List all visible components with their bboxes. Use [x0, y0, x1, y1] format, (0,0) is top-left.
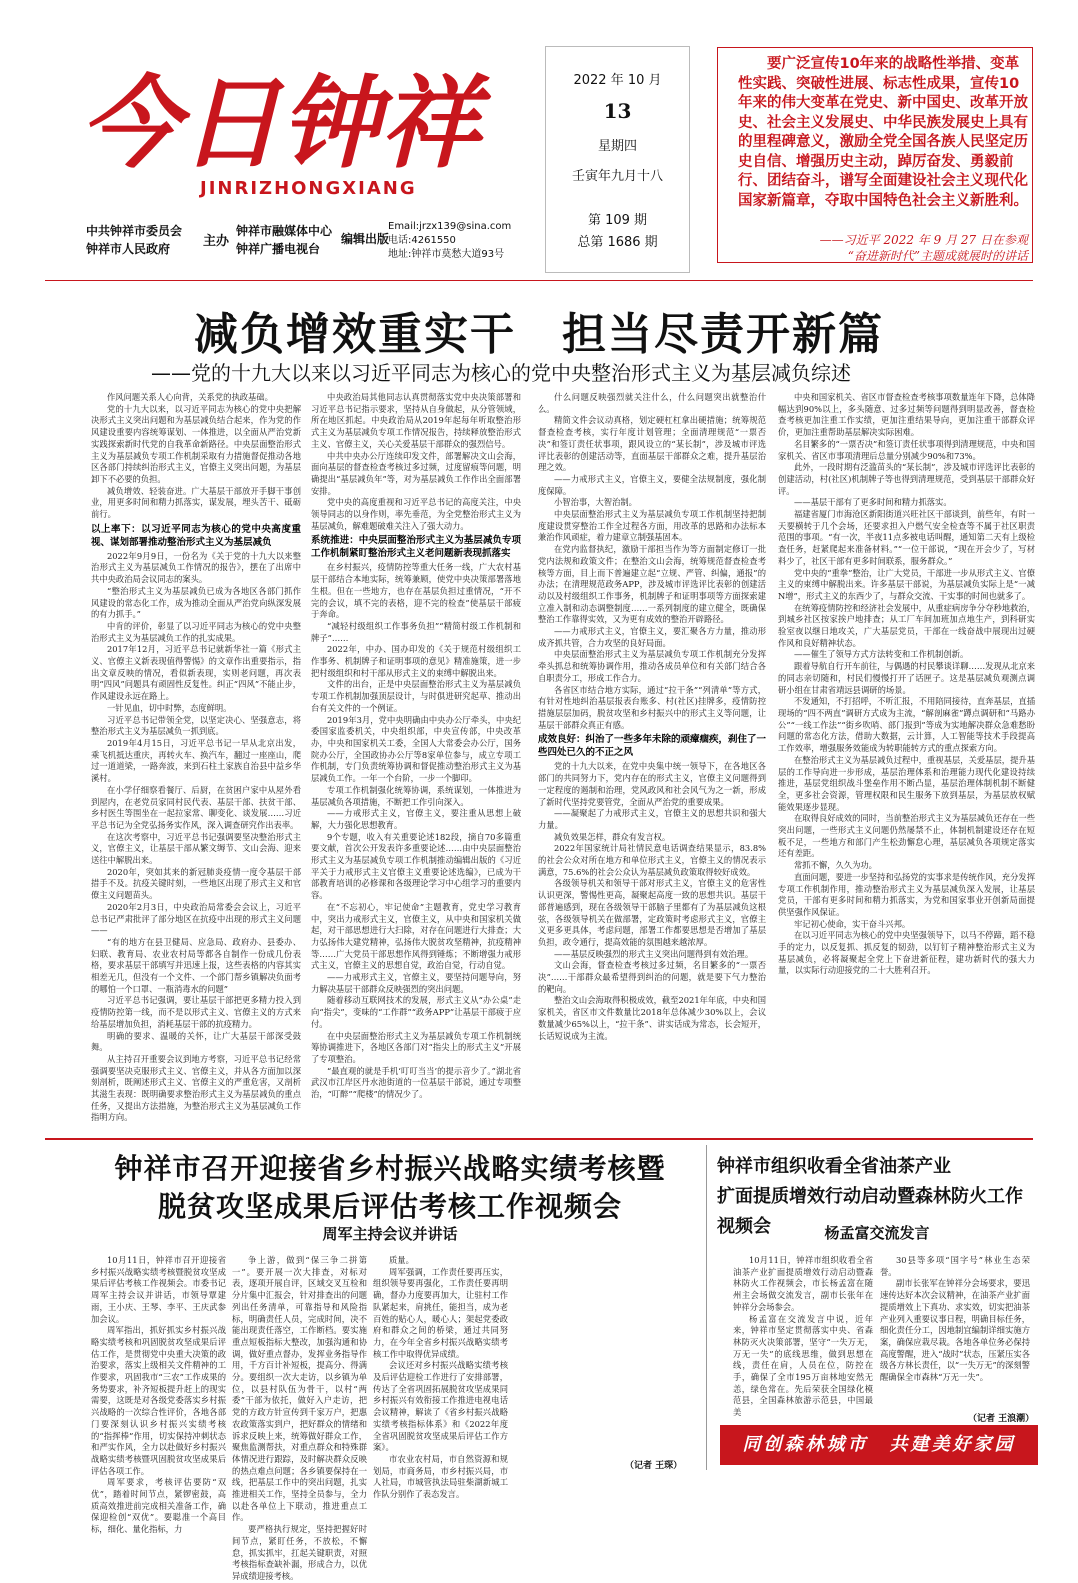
- article-paragraph: 30县等多项“国字号”林业生态荣誉。: [880, 1255, 1030, 1277]
- logo-pinyin: JINRIZHONGXIANG: [200, 178, 417, 199]
- article-paragraph: 习近平总书记带领全党，以坚定决心、坚强意志，将整治形式主义为基层减负一抓到底。: [91, 714, 301, 737]
- article-paragraph: 副市长张军在钟祥分会场要求，要迅速传达好本次会议精神，在油茶产业扩面提质增效上下真功、求实效，切实把油茶产业列入重要议事日程，明确目标任务，细化责任分工，因地制宜编制详细实施方案，确保应栽尽栽。各地各单位务必保持高度警醒，进入“战时”状态，压紧压实各级各方林长责任，以“一失万无”的深刻警醒确保全市森林“万无一失”。: [880, 1278, 1030, 1383]
- article-paragraph: 名目繁多的“一票否决”和签订责任状事项得到清理规范，中央和国家机关、省区市事项清理后总量分别减少90%和73%。: [778, 438, 1035, 461]
- article-paragraph: 2022年，中办、国办印发的《关于规范村级组织工作事务、机制牌子和证明事项的意见》精准施策，进一步把村级组织和村干部从形式主义的束缚中解脱出来。: [311, 644, 521, 678]
- main-headline: 减负增效重实干 担当尽责开新篇: [194, 309, 884, 360]
- date-weekday: 星期四: [597, 139, 637, 154]
- issue-number: 第 109 期: [587, 213, 648, 228]
- article-paragraph: 党中央的高度重视和习近平总书记的高度关注，中央领导同志的以身作则，率先垂范，为全党整治形式主义为基层减负，解难题破难关注入了强大动力。: [311, 497, 521, 531]
- contact-info: [388, 220, 511, 262]
- article-paragraph: 一针见血，切中时弊，态度鲜明。: [107, 702, 232, 713]
- bottom-left-column-1: [91, 1255, 226, 1535]
- article-paragraph: 2019年3月，党中央明确由中央办公厅牵头，中央纪委国家监委机关，中央组织部，中央宣传部，中央改革办，中央和国家机关工委，全国人大常委会办公厅，国务院办公厅，全国政协办公厅等8家单位参与，成立专项工作机制，专门负责统筹协调和督促推动整治形式主义为基层减负工作。一年一个台阶，一步一个脚印。: [311, 714, 521, 784]
- article-paragraph: 2020年，突如其来的新冠肺炎疫情一度令基层干部措手不及。抗疫关键时刻，一些地区出现了形式主义和官僚主义问题苗头。: [91, 866, 301, 901]
- article-paragraph: 在党内监督执纪，激励干部担当作为等方面制定修订一批党内法规和政策文件；在整治文山会海，统筹规范督查检查考核等方面，目上而下普遍建立起“立规、严管、纠偏，通报”的办法；在清理规范政务APP，涉及城市评选评比表彰的创建活动以及村级组织工作事务，机制牌子和证明事项等方面探索建立准入制和动态调整制度……一系列制度的建立健全，既确保整治工作靠得实效，又为更有成效的整治开辟路径。: [538, 544, 766, 625]
- article-paragraph: ——力戒形式主义，官僚主义，要健全法规制度，强化制度保障。: [538, 473, 766, 496]
- bottom-right-title-line1: 钟祥市组织收看全省油茶产业: [717, 1156, 951, 1177]
- article-paragraph: 在整治形式主义为基层减负过程中，重视基层，关爱基层，提升基层的工作导向进一步形成，基层治理体系和治理能力现代化建设持续推进，基层党组织战斗堡垒作用不断凸显，基层治理体制机制不断健全，更多社会资源，管理权限和民生服务下放到基层，为基层放权赋能效果逐步显现。: [778, 754, 1035, 812]
- newspaper-logo: [80, 48, 480, 182]
- article-paragraph: 福建省厦门市海沧区新阳街道兴旺社区干部谈到，前些年，有时一天要横转于几个会场，还要求担入户燃气安全检查等不属于社区职责范围的事项。“有一次，半夜11点多被电话叫醒，通知第二天有上级检查任务，赶紧爬起来准备材料。”“一位干部说，“现在开会少了，写材料少了，社区干部有更多时间联系，服务群众。”: [778, 509, 1035, 566]
- section-heading: 以上率下：以习近平同志为核心的党中央高度重视、谋划部署推动整治形式主义为基层减负: [91, 523, 301, 548]
- main-subheadline: ——党的十九大以来以习近平同志为核心的党中央整治形式主义为基层减负综述: [151, 361, 851, 385]
- article-paragraph: 中央层面整治形式主义为基层减负专项工作机制坚持把制度建设贯穿整治工作全过程各方面，用改革的思路和办法标本兼治作风顽症，着力建章立制强基固本。: [538, 509, 766, 543]
- publish-role-label: 编辑出版: [341, 232, 390, 246]
- article-paragraph: 直面问题，要进一步坚持和弘扬党的实事求是传统作风，充分发挥专项工作机制作用，推动整治形式主义为基层减负深入发展，让基层党员，干部有更多时间和精力抓落实，为党和国家事业开创新局面提供坚强作风保证。: [778, 871, 1035, 917]
- article-paragraph: 跟着导航自行开车前往，与偶遇的村民攀谈详聊……发现从北京来的同志亲切随和，村民们慢慢打开了话匣子。这是基层减负观测点调研小组在甘肃省靖远县调研的场景。: [778, 661, 1035, 695]
- host-organizations: [86, 222, 182, 258]
- article-paragraph: 中共中央办公厅连续印发文件，部署解决文山会海，面向基层的督查检查考核过多过频，过度留痕等问题，明确提出“基层减负年”等，对为基层减负工作作出全面部署安排。: [311, 450, 521, 496]
- article-paragraph: ——力戒形式主义，官僚主义，要注重从思想上破解，大力强化思想教育。: [311, 808, 521, 830]
- bottom-left-subtitle: 周军主持会议并讲话: [322, 1225, 458, 1243]
- article-paragraph: 要严格执行规定，坚持把握好时间节点，紧盯任务，不放松，不懈怠，抓实抓牢，扛起关键职责，对照考核指标查缺补漏，形成合力，以优异成绩迎接考核。: [232, 1524, 367, 1581]
- article-paragraph: 习近平总书记强调，要让基层干部把更多精力投入到疫情防控第一线，而不是以形式主义、官僚主义的方式来给基层增加负担，消耗基层干部的抗疫精力。: [91, 995, 301, 1029]
- article-paragraph: 精简文件会议动真格，划定硬杠杠拿出硬措施；统筹规范督查检查考核，实行年度计划管理；全面清理规范“一票否决”和签订责任状事项，跟风设立的“某长制”，涉及城市评选评比表彰的创建活动等，直面基层干部群众之难，提升基层治理之效。: [538, 415, 766, 473]
- article-paragraph: 2019年4月15日，习近平总书记一早从北京出发，乘飞机抵达重庆，再转火车、换汽车，翻过一座座山，爬过一道道梁，一路奔波，来到石柱土家族自治县中益乡华溪村。: [91, 737, 301, 784]
- article-paragraph: 2022年9月9日，一份名为《关于党的十九大以来整治形式主义为基层减负工作情况的报告》，摆在了出席中共中央政治局会议同志的案头。: [91, 550, 301, 585]
- logo-text: 今日钟祥: [80, 64, 480, 182]
- article-paragraph: 整治文山会海取得积极成效，截至2021年年底，中央和国家机关，省区市文件数量比2018年总体减少30%以上，会议数量减少65%以上，“拉干条”、讲实话成为常态，长会短开，长话短说成为主流。: [538, 995, 766, 1041]
- article-paragraph: 文件的出台，正是中央层面整治形式主义为基层减负专项工作机制加强顶层设计，与时俱进研究起草、推动出台有关文件的一个例证。: [311, 679, 521, 713]
- masthead: [0, 0, 1078, 290]
- article-paragraph: 2020年2月3日，中央政治局常委会会议上，习近平总书记严肃批评了部分地区在抗疫中出现的形式主义问题——: [91, 901, 301, 936]
- publisher-media-center: 钟祥市融媒体中心: [236, 224, 333, 238]
- article-paragraph: 10月11日，钟祥市召开迎接省乡村振兴战略实绩考核暨脱贫攻坚成果后评估考核工作视频会。市委书记周军主持会议并讲话，市领导覃建雨，王小庆、王琴、李平、王庆武参加会议。: [91, 1255, 226, 1324]
- article-paragraph: 2022年国家统计局社情民意电话调查结果显示，83.8%的社会公众对所在地方和单位形式主义，官僚主义的情况表示满意，75.6%的社会公众认为基层减负政策取得较好成效。: [538, 843, 766, 877]
- section-divider: [45, 1138, 1033, 1140]
- bottom-left-title-line1: 钟祥市召开迎接省乡村振兴战略实绩考核暨: [114, 1152, 666, 1185]
- article-paragraph: 党中央的“重拳”整治，让广大党员，干部进一步从形式主义、官僚主义的束缚中解脱出来。许多基层干部说，为基层减负实际上是“一减N增”，形式主义的东西少了，与群众交流、干实事的时间也就多了。: [778, 567, 1035, 601]
- bottom-left-column-2: [232, 1255, 367, 1581]
- article-paragraph: 在乡村振兴，疫情防控等重大任务一线，广大农村基层干部结合本地实际，统筹兼顾，使党中央决策部署落地生根。但在一些地方，也存在基层负担过重情况，“开不完的会议，填不完的表格，迎不完的检查”使基层干部疲于奔命。: [311, 562, 521, 620]
- article-paragraph: 在小学仔细察看餐厅、后厨，在贫困户家中从屋外看到屋内，在老党员家同村民代表、基层干部、扶贫干部、乡村医生等围坐在一起拉家常、聊变化、谈发展……习近平总书记为全党弘扬务实作风，深入调查研究作出表率。: [91, 784, 301, 830]
- article-paragraph: 在统筹疫情防控和经济社会发展中，从重症病房争分夺秒地救治，到城乡社区按家挨户地排查；从工厂车间加班加点地生产，到科研实验室夜以继日地攻关，广大基层党员，干部在一线奋战中展现出过硬作风和良好精神状态。: [778, 602, 1035, 648]
- main-article-column-3: [538, 392, 766, 1142]
- article-paragraph: 明确的要求、温暖的关怀，让广大基层干部深受鼓舞。: [91, 1030, 301, 1053]
- article-paragraph: 在取得良好成效的同时，当前整治形式主义为基层减负还存在一些突出问题，一些形式主义问题仍然屡禁不止，体制机制建设还存在短板不足，一些地方和部门产生松劲懈怠心理，基层减负各项规定落实还有差距。: [778, 813, 1035, 859]
- main-article-column-1: [91, 392, 301, 1142]
- bottom-left-title: [70, 1150, 710, 1226]
- article-paragraph: 专项工作机制强化统筹协调，系统谋划，一体推进为基层减负各项措施，不断把工作引向深入。: [311, 784, 521, 807]
- article-paragraph: 在中央层面整治形式主义为基层减负专项工作机制统筹协调推进下，各地区各部门对“指尖上的形式主义”开展了专项整治。: [311, 1030, 521, 1064]
- total-issue-number: 总第 1686 期: [577, 235, 658, 250]
- bottom-left-column-3: [373, 1255, 508, 1500]
- article-paragraph: 2017年12月，习近平总书记就新华社一篇《形式主义、官僚主义新表现值得警惕》的文章作出重要指示，指出文章反映的情况，看似新表现，实则老问题，再次表明“四风”问题具有顽固性反复性。纠正“四风”不能止步，作风建设永远在路上。: [91, 644, 301, 702]
- article-paragraph: 党的十九大以来，以习近平同志为核心的党中央把解决形式主义突出问题和为基层减负结合起来，作为党的作风建设重要内容统筹谋划、一体推进，以全面从严治党新实践探索新时代党的自我革命新路径。中央层面整治形式主义为基层减负专项工作机制采取有力措施督促推动各地区各部门持续纠治形式主义，官僚主义突出问题，为基层卸下不必要的负担。: [91, 403, 301, 484]
- section-heading: 成效良好：纠治了一些多年未除的顽瘴痼疾，刹住了一些四处已久的不正之风: [538, 734, 767, 759]
- article-paragraph: 常抓不懈，久久为功。: [794, 860, 877, 871]
- section-heading: 系统推进：中央层面整治形式主义为基层减负专项工作机制紧盯整治形式主义老问题新表现抓落实: [311, 535, 521, 560]
- article-paragraph: “减轻村级组织工作事务负担”“精简村级工作机制和牌子”……: [311, 620, 521, 643]
- article-paragraph: 此外，一段时期有泛滥苗头的“某长制”，涉及城市评选评比表彰的创建活动，村(社区)机制牌子等也得到清理规范，受到基层干部群众好评。: [778, 462, 1035, 496]
- article-paragraph: 减负增效、轻装奋进。广大基层干部放开手脚干事创业，用更多时间和精力抓落实，谋发展，埋头苦干、砥砺前行。: [91, 485, 301, 520]
- bottom-right-column-1: [733, 1255, 873, 1420]
- article-paragraph: 市农业农村局，市自然资源和规划局，市商务局，市乡村振兴局，市人社局，市城管执法局驻柴湖新城工作队分别作了表态发言。: [373, 1453, 508, 1500]
- article-paragraph: 各省区市结合地方实际，通过“拉干条”“列清单”等方式，有针对性地纠治基层报表台账多、村(社区)挂牌多，疫情防控措施层层加码，脱贫攻坚和乡村振兴中的形式主义等问题，让基层干部群众真正有感。: [538, 684, 766, 730]
- slogan-banner: 同创森林城市 共建美好家园: [720, 1425, 1038, 1465]
- article-paragraph: 文山会海，督查检查考核过多过频，名目繁多的“一票否决”……干部群众最希望得到纠治的问题，就是要下气力整治的靶向。: [538, 960, 766, 994]
- article-paragraph: “最直观的就是手机‘叮叮当当’的提示音少了。”湖北省武汉市江岸区丹水池街道的一位基层干部说，通过专项整治，“叮醉”“爬楼”的情况少了。: [311, 1065, 521, 1100]
- date-box: [545, 46, 690, 273]
- contact-address: 地址:钟祥市莫愁大道93号: [388, 249, 505, 260]
- article-paragraph: ——基层反映强烈的形式主义突出问题得到有效治理。: [554, 948, 754, 959]
- contact-phone: 电话:4261550: [388, 235, 456, 246]
- main-article-column-2: [311, 392, 521, 1142]
- article-paragraph: 在以习近平同志为核心的党中央坚强领导下，以马不停蹄，蹈不稳手的定力，以反复抓、抓反复的韧劲，以钉钉子精神整治形式主义为基层减负，必将凝聚起全党上下奋进新征程，建功新时代的强大力量，以实际行动迎接党的二十大胜利召开。: [778, 930, 1035, 976]
- article-paragraph: 从主持召开重要会议到地方考察，习近平总书记经常强调要坚决克服形式主义、官僚主义，并从各方面加以深刻剖析，既阐述形式主义、官僚主义的严重危害，又剖析其滋生表现：既明确要求整治形式主义为基层减负的重点任务，又提出方法措施，为整治形式主义为基层减负工作指明方向。: [91, 1053, 301, 1123]
- article-paragraph: 减负效果怎样，群众有发言权。: [554, 831, 671, 842]
- publisher-tv-station: 钟祥广播电视台: [236, 242, 321, 256]
- bottom-right-credit: （记者 王浪潮）: [968, 1414, 1035, 1424]
- bottom-left-title-line2: 脱贫攻坚成果后评估考核工作视频会: [157, 1190, 622, 1223]
- article-paragraph: 作风问题关系人心向背，关系党的执政基础。: [107, 392, 273, 402]
- article-paragraph: 周军要求，考核评估要防“双优”，踏着时间节点，紧锣密鼓，高质高效推进前完成相关准备工作，确保迎检创“双优”。要聪准一个高目标，细化、量化指标，力: [91, 1477, 226, 1535]
- article-paragraph: 争上游，做到“保三争二拼第一”。要开展一次大排查，对标对表，逐项开展自评，区域交叉互检和分片集中汇报会，针对排查出的问题列出任务清单，可靠指导和风险指标，明确责任人员，完成时间，决不能出现责任落空，工作断档。要实施重点短板指标大整改，加强沟通和协调，做好重点督办，发挥业务指导作用，千方百计补短板，提高分、得满分。要组织一次大走访，以乡镇为单位，以县村队伍为骨干，以村“两委”干部为依托，做好入户走访，把党的方政方针宣传到千家万户，把惠农政策落实到户，把好群众的情绪和诉求反映上来，统筹做好群众工作，聚焦监测帮扶，对重点群众和特殊群体情况进行跟踪，及时解决群众反映的热点难点问题；各乡镇要保持在一线，把基层工作中的突出问题，扎实推进相关工作，坚持全员参与，全力以赴各单位上下联动，推进重点工作。: [232, 1255, 367, 1523]
- article-paragraph: ——催生了领导方式方法转变和工作机制创新。: [794, 649, 969, 660]
- host-government: 钟祥市人民政府: [86, 242, 171, 256]
- article-paragraph: 不发通知，不打招呼，不听汇报，不用陪同接待，直奔基层，直插现场的“四不两直”调研方式成为主流，“解剖麻雀”蹲点调研和“马路办公”“一线工作法”“街乡吹哨、部门报到”等成为实地解决群众急难愁盼问题的常态化方法，借助大数据，云计算，人工智能等技术手段提高工作效率，增强服务效能成为转职能转方式的重点探索方向。: [778, 696, 1035, 754]
- bottom-right-column-2: [880, 1255, 1030, 1420]
- bottom-right-title-line2: 扩面提质增效行动启动暨森林防火工作视频会: [717, 1186, 1023, 1237]
- article-paragraph: 杨孟富在交流发言中说，近年来，钟祥市坚定贯彻落实中央、省森林防灭火决策部署，坚守“一失万无，万无一失”的底线思维，做到思想在线，责任在肩，人员在位，防控在手，确保了全市195万亩林地安然无恙，绿色常在。先后荣获全国绿化模范县，全国森林旅游示范县，中国最美: [733, 1313, 873, 1418]
- date-day: 13: [603, 99, 632, 123]
- article-paragraph: 各级领导机关和领导干部对形式主义，官僚主义的危害性认识更深，警惕性更高，凝聚起高度一致的思想共识。基层干部普遍感到，现在各级领导干部脑子里都有了为基层减负这根弦，各级领导机关在做部署，定政策时考虑形式主义，官僚主义更多更具体，考虑问题，部署工作都要思想是否增加了基层负担，政令通行，提高效能的氛围越来越浓厚。: [538, 878, 766, 947]
- article-paragraph: “有的地方在县卫健局、应急局、政府办、县委办、妇联、教育局、农业农村局等都各自制作一份成几份表格，要求基层干部填写并迅速上报，这些表格的内容其实相差无几，但没有一个文件、一个部门帮乡镇解决负面考的哪怕一个口罩、一瓶消毒水的问题”: [91, 936, 301, 994]
- article-paragraph: ——凝聚起了力戒形式主义，官僚主义的思想共识和强大力量。: [538, 808, 766, 830]
- bottom-left-credit: （记者 王琛）: [625, 1461, 683, 1471]
- host-party-committee: 中共钟祥市委员会: [86, 224, 183, 238]
- bottom-right-subtitle: 杨孟富交流发言: [824, 1224, 930, 1242]
- host-role-label: 主办: [203, 234, 230, 249]
- date-lunar: 壬寅年九月十八: [571, 169, 663, 184]
- article-paragraph: ——力戒形式主义，官僚主义，要汇聚各方力量，推动形成齐抓共管，合力攻坚的良好局面。: [538, 626, 766, 648]
- article-paragraph: 在这次考察中，习近平总书记强调要坚决整治形式主义，官僚主义，让基层干部从繁文缛节、文山会海、迎来送往中解脱出来。: [91, 831, 301, 866]
- article-paragraph: 周军指出，抓好抓实乡村振兴战略实绩考核和巩固脱贫攻坚成果后评估工作，是贯彻党中央重大决策的政治要求，落实上级相关文件精神的工作要求，巩固我市“三农”工作成果的务势要求，补齐短板提升赶上的现实需要，这既是对各级党委落实乡村振兴战略的一次综合性评价，各地各部门要深刻认识乡村振兴实绩考核的“指挥棒”作用，切实保持冲刺状态和严实作风，全力以赴做好乡村振兴战略实绩考核暨巩固脱贫攻坚成果后评估各项工作。: [91, 1325, 226, 1476]
- article-paragraph: 什么问题反映强烈就关注什么，什么问题突出就整治什么。: [538, 392, 766, 414]
- article-paragraph: 周军强调，工作责任要再压实，组织领导要再强化，工作责任要再明确，督办力度要再加大，让驻村工作队紧起来，肩挑任，能担当，成为老百姓的贴心人，暖心人；架起党委政府和群众之间的桥梁，通过共同努力，在今年全省乡村振兴战略实绩考核工作中取得优异成绩。: [373, 1266, 508, 1359]
- contact-email[interactable]: Email:jrzx139@sina.com: [388, 221, 512, 232]
- article-paragraph: “整治形式主义为基层减负已成为各地区各部门抓作风建设的常态化工作，成为推动全面从严治党向纵深发展的有力抓手。”: [91, 585, 301, 620]
- quote-source-line1: ——习近平 2022 年 9 月 27 日在参观: [819, 233, 1028, 247]
- article-paragraph: 10月11日，钟祥市组织收看全省油茶产业扩面提质增效行动启动暨森林防火工作视频会，市长杨孟富在随州主会场做交流发言，副市长张年在钟祥分会场参会。: [733, 1255, 873, 1312]
- article-paragraph: 会议还对乡村振兴战略实绩考核及后评估迎检工作进行了安排部署，传达了全省巩固拓展脱贫攻坚成果同乡村振兴有效衔接工作推进电视电话会议精神，解读了《省乡村振兴战略实绩考核指标体系》和《2022年度全省巩固脱贫攻坚成果后评估工作方案》。: [373, 1360, 508, 1453]
- article-paragraph: 中央层面整治形式主义为基层减负专项工作机制充分发挥牵头抓总和统筹协调作用，推动各成员单位和有关部门结合各自职责分工，形成工作合力。: [538, 649, 766, 683]
- article-paragraph: 党的十九大以来，在党中央集中统一领导下，在各地区各部门的共同努力下，党内存在的形式主义，官僚主义问题得到一定程度的遏制和治理，党风政风和社会风气为之一新，形成了新时代坚持党要管党，全面从严治党的重要成果。: [538, 761, 766, 807]
- masthead-divider: [45, 280, 1033, 281]
- date-year-month: 2022 年 10 月: [573, 73, 662, 88]
- quote-source: [738, 232, 1028, 264]
- quote-text: 要广泛宣传10年来的战略性举措、变革性实践、突破性进展、标志性成果，宣传10年来的伟大变革在党史、新中国史、改革开放史、社会主义发展史、中华民族发展史上具有的里程碑意义，激励全党全国各族人民坚定历史自信、增强历史主动，踔厉奋发、勇毅前行、团结奋斗，谱写全面建设社会主义现代化国家新篇章，夺取中国特色社会主义新胜利。: [738, 56, 1028, 209]
- article-paragraph: 质量。: [389, 1255, 414, 1265]
- article-paragraph: 牢记初心使命，实干奋斗兴邦。: [794, 918, 911, 929]
- quote-source-line2: “奋进新时代”主题成就展时的讲话: [847, 249, 1028, 263]
- publisher-organizations: [236, 222, 332, 258]
- article-paragraph: ——力戒形式主义，官僚主义，要坚持问题导向，努力解决基层干部群众反映强烈的突出问题。: [311, 972, 521, 994]
- article-paragraph: 小智治事，大智治制。: [554, 497, 637, 508]
- article-paragraph: 中肯的评价，彰显了以习近平同志为核心的党中央整治形式主义为基层减负工作的扎实成果。: [91, 620, 301, 643]
- article-paragraph: 中央和国家机关、省区市督查检查考核事项数量连年下降，总体降幅达到90%以上，多头随意、过多过频等问题得到明显改善，督查检查考核更加注重工作实绩，更加注重结果导向，更加注重干部群众评价，更加注重帮助基层解决实际困难。: [778, 392, 1035, 438]
- main-article-column-4: [778, 392, 1035, 1142]
- article-paragraph: 中央政治局其他同志认真贯彻落实党中央决策部署和习近平总书记指示要求，坚持从自身做起，从分管领域，所在地区抓起。中央政治局从2019年起每年听取整治形式主义为基层减负专项工作情况报告，持续释放整治形式主义、官僚主义，关心关爱基层干部群众的强烈信号。: [311, 392, 521, 449]
- article-paragraph: ——基层干部有了更多时间和精力抓落实。: [794, 497, 952, 508]
- article-paragraph: 随着移动互联网技术的发展，形式主义从“办公桌”走向“指尖”，变味的“工作群”“政务APP”让基层干部疲于应付。: [311, 995, 521, 1029]
- article-paragraph: 9个专题，收入有关重要论述182段，摘自70多篇重要文献，首次公开发表许多重要论述……由中央层面整治形式主义为基层减负专项工作机制推动编辑出版的《习近平关于力戒形式主义官僚主义重要论述选编》，已成为干部教育培训的必修课和各级理论学习中心组学习的重要内容。: [311, 831, 521, 901]
- article-paragraph: 在“不忘初心，牢记使命”主题教育，党史学习教育中，突出力戒形式主义，官僚主义，从中央和国家机关做起，对干部思想进行大扫除，对存在问题进行大排查；大力弘扬伟大建党精神，弘扬伟大脱贫攻坚精神，抗疫精神等……广大党员干部思想作风得到锤炼；不断增强力戒形式主义，官僚主义的思想自觉，政治自觉，行动自觉。: [311, 901, 521, 971]
